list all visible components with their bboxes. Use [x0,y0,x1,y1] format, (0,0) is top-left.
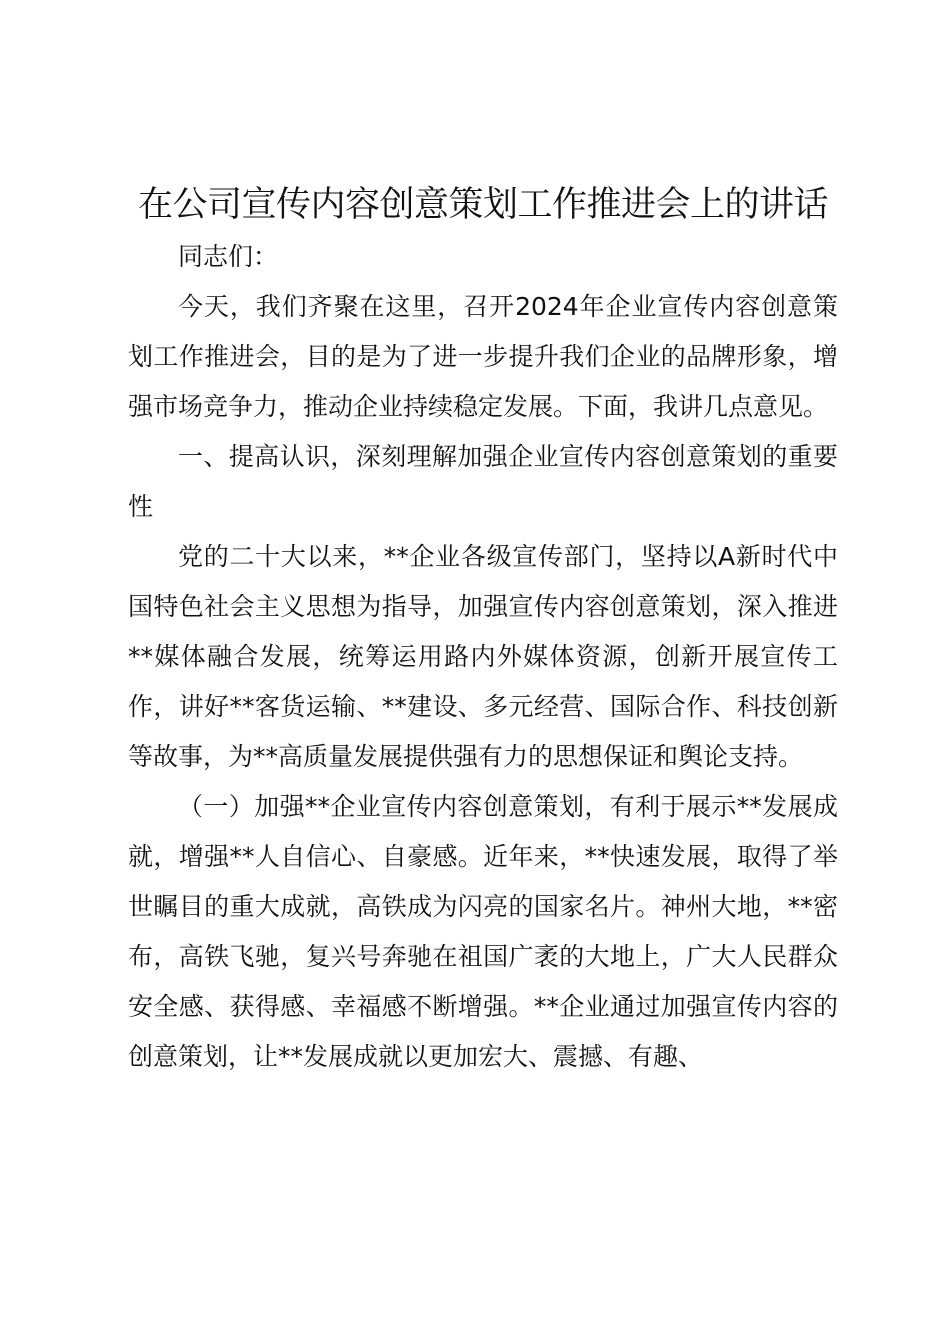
paragraph-intro: 今天，我们齐聚在这里，召开2024年企业宣传内容创意策划工作推进会，目的是为了进一步提升我们企业的品牌形象，增强市场竞争力，推动企业持续稳定发展。下面，我讲几点意见。 [128,292,838,421]
paragraph-background: 党的二十大以来，**企业各级宣传部门，坚持以A新时代中国特色社会主义思想为指导，加强宣传内容创意策划，深入推进**媒体融合发展，统筹运用路内外媒体资源，创新开展宣传工作，讲好**客货运输、**建设、多元经营、国际合作、科技创新等故事，为**高质量发展提供强有力的思想保证和舆论支持。 [128,542,838,771]
document-page [128,180,838,1082]
paragraph-point-1: （一）加强**企业宣传内容创意策划，有利于展示**发展成就，增强**人自信心、自豪感。近年来，**快速发展，取得了举世瞩目的重大成就，高铁成为闪亮的国家名片。神州大地，**密布，高铁飞驰，复兴号奔驰在祖国广袤的大地上，广大人民群众安全感、获得感、幸福感不断增强。**企业通过加强宣传内容的创意策划，让**发展成就以更加宏大、震撼、有趣、 [128,792,838,1071]
section-heading-1: 一、提高认识，深刻理解加强企业宣传内容创意策划的重要性 [128,442,838,521]
document-title: 在公司宣传内容创意策划工作推进会上的讲话 [137,185,828,225]
salutation: 同志们： [178,242,279,271]
